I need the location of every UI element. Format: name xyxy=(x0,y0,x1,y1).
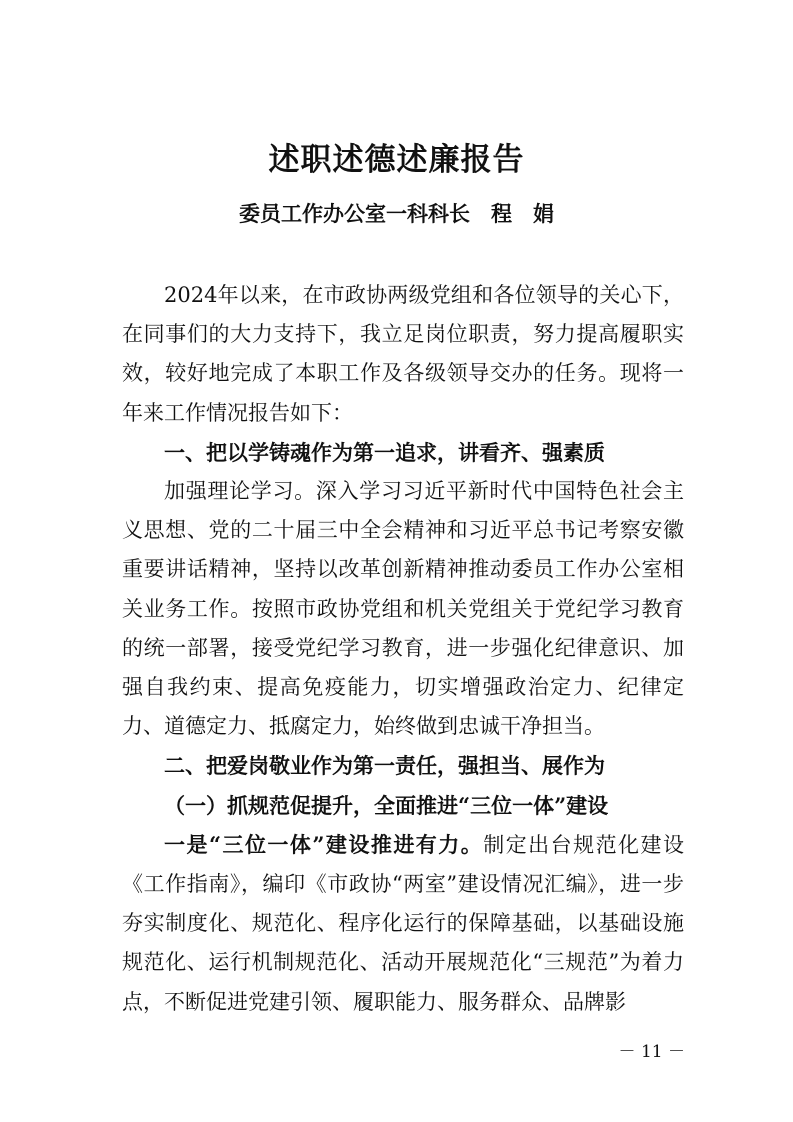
section-heading-1: 一、把以学铸魂作为第一追求，讲看齐、强素质 xyxy=(164,439,605,465)
intro-paragraph: 2024年以来，在市政协两级党组和各位领导的关心下，在同事们的大力支持下，我立足岗位职责，努力提高履职实效，较好地完成了本职工作及各级领导交办的任务。现将一年来工作情况报告如下： xyxy=(122,283,684,425)
section-heading-2: 二、把爱岗敬业作为第一责任，强担当、展作为 xyxy=(164,753,605,779)
subsection-heading: （一）抓规范促提升，全面推进“三位一体”建设 xyxy=(164,792,609,818)
body-paragraph: 加强理论学习。深入学习习近平新时代中国特色社会主义思想、党的二十届三中全会精神和习近平总书记考察安徽重要讲话精神，坚持以改革创新精神推动委员工作办公室相关业务工作。按照市政协党组和机关党组关于党纪学习教育的统一部署，接受党纪学习教育，进一步强化纪律意识、加强自我约束、提高免疫能力，切实增强政治定力、纪律定力、道德定力、抵腐定力，始终做到忠诚干净担当。 xyxy=(122,479,684,739)
page-number: － 11 － xyxy=(618,1042,685,1062)
paragraph-lead: 一是“三位一体”建设推进有力。 xyxy=(164,831,484,857)
body-paragraph-last xyxy=(122,825,684,1022)
author-line: 委员工作办公室一科科长 程 娟 xyxy=(239,201,554,226)
paragraph-text: 制定出台规范化建设《工作指南》，编印《市政协“两室”建设情况汇编》，进一步夯实制度化、规范化、程序化运行的保障基础，以基础设施规范化、运行机制规范化、活动开展规范化“三规范”为着力点，不断促进党建引领、履职能力、服务群众、品牌影 xyxy=(122,832,684,1014)
document-title: 述职述德述廉报告 xyxy=(268,142,525,178)
document-body xyxy=(122,276,684,1022)
